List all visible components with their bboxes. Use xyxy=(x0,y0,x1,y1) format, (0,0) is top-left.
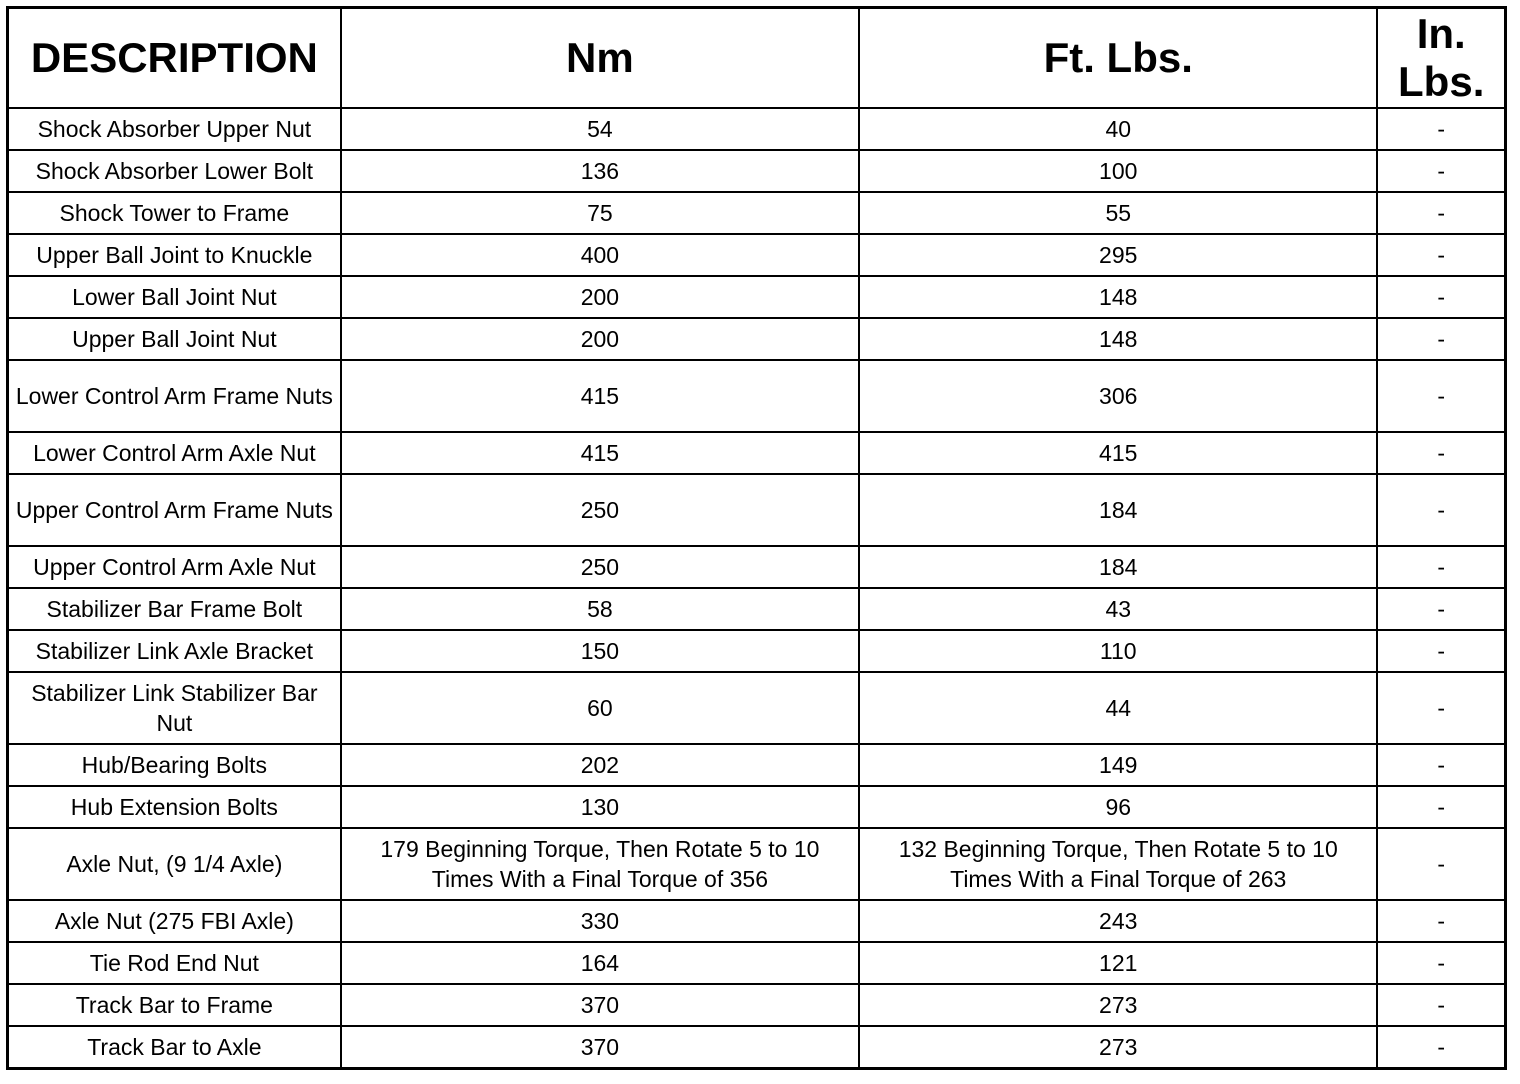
table-row xyxy=(8,150,1506,192)
in-lbs-cell: - xyxy=(1377,984,1505,1026)
ft-lbs-cell: 43 xyxy=(859,588,1377,630)
description-cell: Upper Control Arm Frame Nuts xyxy=(8,474,341,546)
nm-cell: 200 xyxy=(341,276,859,318)
description-cell: Upper Ball Joint Nut xyxy=(8,318,341,360)
in-lbs-cell: - xyxy=(1377,108,1505,150)
in-lbs-cell: - xyxy=(1377,828,1505,900)
nm-cell: 400 xyxy=(341,234,859,276)
table-row xyxy=(8,1026,1506,1069)
header-nm: Nm xyxy=(341,8,859,109)
table-row xyxy=(8,108,1506,150)
description-cell: Stabilizer Bar Frame Bolt xyxy=(8,588,341,630)
description-cell: Shock Absorber Upper Nut xyxy=(8,108,341,150)
in-lbs-cell: - xyxy=(1377,318,1505,360)
nm-cell: 75 xyxy=(341,192,859,234)
ft-lbs-cell: 148 xyxy=(859,318,1377,360)
in-lbs-cell: - xyxy=(1377,276,1505,318)
ft-lbs-cell: 96 xyxy=(859,786,1377,828)
table-row xyxy=(8,786,1506,828)
table-row xyxy=(8,984,1506,1026)
table-row xyxy=(8,474,1506,546)
table-row xyxy=(8,900,1506,942)
description-cell: Shock Absorber Lower Bolt xyxy=(8,150,341,192)
torque-spec-table xyxy=(6,6,1507,1070)
nm-cell: 415 xyxy=(341,432,859,474)
description-cell: Lower Control Arm Axle Nut xyxy=(8,432,341,474)
in-lbs-cell: - xyxy=(1377,588,1505,630)
in-lbs-cell: - xyxy=(1377,744,1505,786)
nm-cell: 150 xyxy=(341,630,859,672)
nm-cell: 415 xyxy=(341,360,859,432)
ft-lbs-cell: 306 xyxy=(859,360,1377,432)
header-description: DESCRIPTION xyxy=(8,8,341,109)
ft-lbs-cell: 40 xyxy=(859,108,1377,150)
ft-lbs-cell: 44 xyxy=(859,672,1377,744)
ft-lbs-cell: 110 xyxy=(859,630,1377,672)
ft-lbs-cell: 273 xyxy=(859,984,1377,1026)
table-row xyxy=(8,432,1506,474)
table-row xyxy=(8,276,1506,318)
description-cell: Shock Tower to Frame xyxy=(8,192,341,234)
nm-cell: 330 xyxy=(341,900,859,942)
nm-cell: 179 Beginning Torque, Then Rotate 5 to 10 Times With a Final Torque of 356 xyxy=(341,828,859,900)
nm-cell: 250 xyxy=(341,474,859,546)
nm-cell: 130 xyxy=(341,786,859,828)
in-lbs-cell: - xyxy=(1377,546,1505,588)
nm-cell: 200 xyxy=(341,318,859,360)
in-lbs-cell: - xyxy=(1377,150,1505,192)
header-row xyxy=(8,8,1506,109)
nm-cell: 370 xyxy=(341,1026,859,1069)
description-cell: Stabilizer Link Stabilizer Bar Nut xyxy=(8,672,341,744)
nm-cell: 202 xyxy=(341,744,859,786)
table-row xyxy=(8,942,1506,984)
table-row xyxy=(8,546,1506,588)
description-cell: Lower Control Arm Frame Nuts xyxy=(8,360,341,432)
in-lbs-cell: - xyxy=(1377,234,1505,276)
ft-lbs-cell: 55 xyxy=(859,192,1377,234)
description-cell: Hub Extension Bolts xyxy=(8,786,341,828)
in-lbs-cell: - xyxy=(1377,192,1505,234)
nm-cell: 58 xyxy=(341,588,859,630)
table-row xyxy=(8,828,1506,900)
ft-lbs-cell: 184 xyxy=(859,474,1377,546)
description-cell: Lower Ball Joint Nut xyxy=(8,276,341,318)
in-lbs-cell: - xyxy=(1377,630,1505,672)
header-in-lbs: In. Lbs. xyxy=(1377,8,1505,109)
ft-lbs-cell: 184 xyxy=(859,546,1377,588)
in-lbs-cell: - xyxy=(1377,432,1505,474)
ft-lbs-cell: 243 xyxy=(859,900,1377,942)
ft-lbs-cell: 415 xyxy=(859,432,1377,474)
in-lbs-cell: - xyxy=(1377,942,1505,984)
description-cell: Axle Nut (275 FBI Axle) xyxy=(8,900,341,942)
ft-lbs-cell: 100 xyxy=(859,150,1377,192)
in-lbs-cell: - xyxy=(1377,474,1505,546)
table-row xyxy=(8,360,1506,432)
in-lbs-cell: - xyxy=(1377,672,1505,744)
table-row xyxy=(8,744,1506,786)
nm-cell: 250 xyxy=(341,546,859,588)
table-row xyxy=(8,588,1506,630)
table-row xyxy=(8,630,1506,672)
ft-lbs-cell: 121 xyxy=(859,942,1377,984)
nm-cell: 60 xyxy=(341,672,859,744)
description-cell: Track Bar to Frame xyxy=(8,984,341,1026)
ft-lbs-cell: 149 xyxy=(859,744,1377,786)
description-cell: Upper Control Arm Axle Nut xyxy=(8,546,341,588)
table-row xyxy=(8,672,1506,744)
ft-lbs-cell: 132 Beginning Torque, Then Rotate 5 to 10 Times With a Final Torque of 263 xyxy=(859,828,1377,900)
nm-cell: 164 xyxy=(341,942,859,984)
in-lbs-cell: - xyxy=(1377,360,1505,432)
in-lbs-cell: - xyxy=(1377,1026,1505,1069)
ft-lbs-cell: 148 xyxy=(859,276,1377,318)
ft-lbs-cell: 295 xyxy=(859,234,1377,276)
nm-cell: 370 xyxy=(341,984,859,1026)
description-cell: Stabilizer Link Axle Bracket xyxy=(8,630,341,672)
description-cell: Track Bar to Axle xyxy=(8,1026,341,1069)
ft-lbs-cell: 273 xyxy=(859,1026,1377,1069)
description-cell: Upper Ball Joint to Knuckle xyxy=(8,234,341,276)
description-cell: Hub/Bearing Bolts xyxy=(8,744,341,786)
nm-cell: 136 xyxy=(341,150,859,192)
in-lbs-cell: - xyxy=(1377,786,1505,828)
table-row xyxy=(8,234,1506,276)
in-lbs-cell: - xyxy=(1377,900,1505,942)
table-row xyxy=(8,192,1506,234)
nm-cell: 54 xyxy=(341,108,859,150)
description-cell: Axle Nut, (9 1/4 Axle) xyxy=(8,828,341,900)
description-cell: Tie Rod End Nut xyxy=(8,942,341,984)
table-row xyxy=(8,318,1506,360)
header-ft-lbs: Ft. Lbs. xyxy=(859,8,1377,109)
